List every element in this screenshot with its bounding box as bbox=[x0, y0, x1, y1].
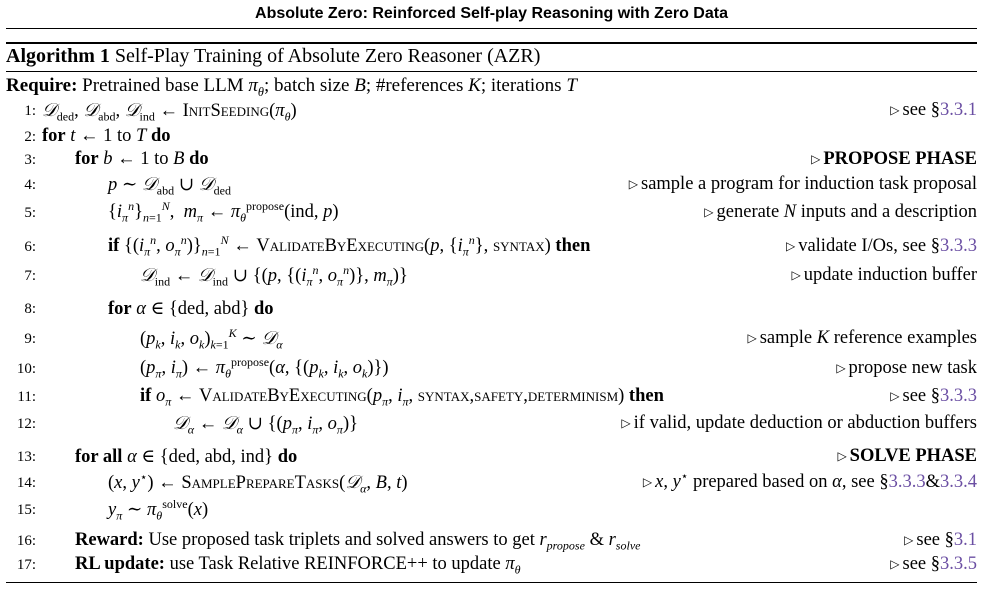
comment-triangle-icon: ▷ bbox=[890, 557, 900, 571]
algorithm-line bbox=[0, 173, 983, 199]
section-reference-link[interactable]: 3.3.5 bbox=[940, 554, 977, 574]
line-comment: ▷ sample K reference examples bbox=[747, 328, 977, 348]
line-code: 𝒟$_\alpha$ ← 𝒟$_\alpha$ ∪ {($p_\pi$, $i_\pi$, $o_\pi$)} bbox=[173, 413, 358, 437]
line-comment: ▷ see §3.1 bbox=[904, 530, 977, 550]
line-code: ($p_k$, $i_k$, $o_k)_{k=1}^K$ ∼ 𝒟$_\alpha$ bbox=[140, 325, 283, 352]
algorithm-bottom-rule bbox=[6, 582, 977, 583]
comment-triangle-icon: ▷ bbox=[904, 533, 914, 547]
line-code: ($p_\pi$, $i_\pi$) ← $\pi_\theta^{propose}(\alpha$, {($p_k$, $i_k$, $o_k$)}) bbox=[140, 354, 389, 381]
comment-triangle-icon: ▷ bbox=[628, 177, 638, 191]
algorithm-label: Algorithm 1 bbox=[6, 45, 110, 67]
comment-triangle-icon: ▷ bbox=[890, 103, 900, 117]
comment-triangle-icon: ▷ bbox=[704, 205, 714, 219]
line-code: Reward: Use proposed task triplets and solved answers to get $r_{propose}$ & $r_{solve}$ bbox=[75, 530, 641, 553]
line-code: RL update: use Task Relative REINFORCE++ to update $\pi_\theta$ bbox=[75, 554, 521, 577]
algorithm-top-rule bbox=[6, 42, 977, 44]
line-comment: ▷ propose new task bbox=[836, 358, 977, 378]
require-text: Pretrained base LLM $\pi_\theta$; batch size B; #references K; iterations T bbox=[82, 75, 577, 99]
algorithm-line bbox=[0, 529, 983, 555]
algorithm-line bbox=[0, 232, 983, 261]
comment-triangle-icon: ▷ bbox=[836, 361, 846, 375]
line-number: 8: bbox=[24, 301, 36, 317]
rl-update-label: RL update: bbox=[75, 554, 165, 574]
line-code: if {($i_\pi^n$, $o_\pi^n)\}_{n=1}^N$ ← ValidateByExecuting(p, $\{i_\pi^n\}$, syntax) then bbox=[108, 232, 591, 259]
algorithm-line bbox=[0, 264, 983, 290]
line-number: 10: bbox=[16, 361, 36, 377]
comment-triangle-icon: ▷ bbox=[811, 152, 821, 166]
line-number: 12: bbox=[16, 416, 36, 432]
section-reference-link[interactable]: 3.3.1 bbox=[940, 100, 977, 120]
algorithm-line bbox=[0, 498, 983, 524]
line-number: 2: bbox=[24, 129, 36, 145]
line-number: 13: bbox=[16, 449, 36, 465]
propose-phase-label: ▷ PROPOSE PHASE bbox=[811, 149, 977, 169]
algorithm-line bbox=[0, 297, 983, 323]
line-comment: ▷ sample a program for induction task proposal bbox=[628, 174, 977, 194]
section-reference-link[interactable]: 3.3.4 bbox=[940, 472, 977, 492]
line-code: 𝒟$_{ded}$, 𝒟$_{abd}$, 𝒟$_{ind}$ ← $InitSeeding(\pi_\theta)$ bbox=[42, 100, 297, 124]
line-code: $y_\pi$ ∼ $\pi_\theta^{solve}(x)$ bbox=[108, 496, 209, 523]
line-comment: ▷ see §3.3.3 bbox=[890, 386, 977, 406]
algorithm-title-text: Self-Play Training of Absolute Zero Reasoner (AZR) bbox=[114, 45, 541, 67]
line-number: 16: bbox=[16, 533, 36, 549]
comment-triangle-icon: ▷ bbox=[642, 475, 653, 489]
line-number: 5: bbox=[24, 205, 36, 221]
algorithm-line bbox=[0, 385, 983, 411]
require-line bbox=[6, 75, 577, 97]
algorithm-line bbox=[0, 553, 983, 579]
line-code: for all α ∈ {ded, abd, ind} do bbox=[75, 447, 298, 467]
line-comment: ▷ update induction buffer bbox=[791, 265, 977, 285]
algorithm-line bbox=[0, 198, 983, 227]
line-number: 14: bbox=[16, 475, 36, 491]
comment-triangle-icon: ▷ bbox=[837, 449, 847, 463]
line-comment: ▷ see §3.3.5 bbox=[890, 554, 977, 574]
reward-label: Reward: bbox=[75, 530, 144, 550]
line-number: 1: bbox=[24, 103, 36, 119]
comment-triangle-icon: ▷ bbox=[791, 268, 801, 282]
line-number: 4: bbox=[24, 177, 36, 193]
algorithm-title-rule bbox=[6, 71, 977, 72]
line-code: 𝒟$_{ind}$ ← 𝒟$_{ind}$ ∪ {(p, {($i_\pi^n$, $o_\pi^n$)}, $m_\pi$)} bbox=[140, 262, 408, 289]
require-label: Require: bbox=[6, 75, 78, 96]
header-rule bbox=[6, 28, 977, 29]
algorithm-title bbox=[6, 45, 540, 68]
algorithm-line bbox=[0, 99, 983, 125]
line-code: $\{i_\pi^n\}_{n=1}^N$, $m_\pi$ ← $\pi_\theta^{propose}(ind$, p) bbox=[108, 198, 339, 225]
line-comment: ▷ see §3.3.1 bbox=[890, 100, 977, 120]
line-code: p ∼ 𝒟$_{abd}$ ∪ 𝒟$_{ded}$ bbox=[108, 174, 232, 198]
line-comment: ▷ x, y⋆ prepared based on α, see §3.3.3&3.3.4 bbox=[642, 468, 977, 492]
line-number: 9: bbox=[24, 331, 36, 347]
line-number: 15: bbox=[16, 502, 36, 518]
comment-triangle-icon: ▷ bbox=[747, 331, 757, 345]
algorithm-line bbox=[0, 148, 983, 174]
line-number: 3: bbox=[24, 152, 36, 168]
algorithm-line bbox=[0, 327, 983, 353]
line-number: 7: bbox=[24, 268, 36, 284]
line-number: 17: bbox=[16, 557, 36, 573]
running-title: Absolute Zero: Reinforced Self-play Reasoning with Zero Data bbox=[255, 5, 728, 22]
line-number: 6: bbox=[24, 239, 36, 255]
algorithm-line bbox=[0, 354, 983, 383]
section-reference-link[interactable]: 3.3.3 bbox=[940, 386, 977, 406]
line-code: if $o_\pi$ ← $ValidateByExecuting(p_\pi$, $i_\pi$, syntax,safety,determinism) then bbox=[140, 386, 664, 409]
line-code: for b ← 1 to B do bbox=[75, 149, 209, 169]
algorithm-line bbox=[0, 412, 983, 438]
line-comment: ▷ if valid, update deduction or abduction buffers bbox=[621, 413, 977, 433]
algorithm-line bbox=[0, 445, 983, 471]
line-code: (x, y⋆) ← SamplePrepareTasks(𝒟$_\alpha$, B, t) bbox=[108, 469, 408, 496]
line-code: for α ∈ {ded, abd} do bbox=[108, 299, 274, 319]
comment-triangle-icon: ▷ bbox=[621, 416, 631, 430]
line-number: 11: bbox=[17, 389, 36, 405]
section-reference-link[interactable]: 3.1 bbox=[953, 530, 977, 550]
comment-triangle-icon: ▷ bbox=[890, 389, 900, 403]
section-reference-link[interactable]: 3.3.3 bbox=[940, 236, 977, 256]
line-code: for t ← 1 to T do bbox=[42, 126, 171, 146]
section-reference-link[interactable]: 3.3.3 bbox=[888, 472, 926, 492]
line-comment: ▷ generate N inputs and a description bbox=[704, 202, 977, 222]
line-comment: ▷ validate I/Os, see §3.3.3 bbox=[785, 236, 977, 256]
algorithm-line bbox=[0, 468, 983, 497]
solve-phase-label: ▷ SOLVE PHASE bbox=[837, 446, 977, 466]
comment-triangle-icon: ▷ bbox=[785, 239, 796, 253]
